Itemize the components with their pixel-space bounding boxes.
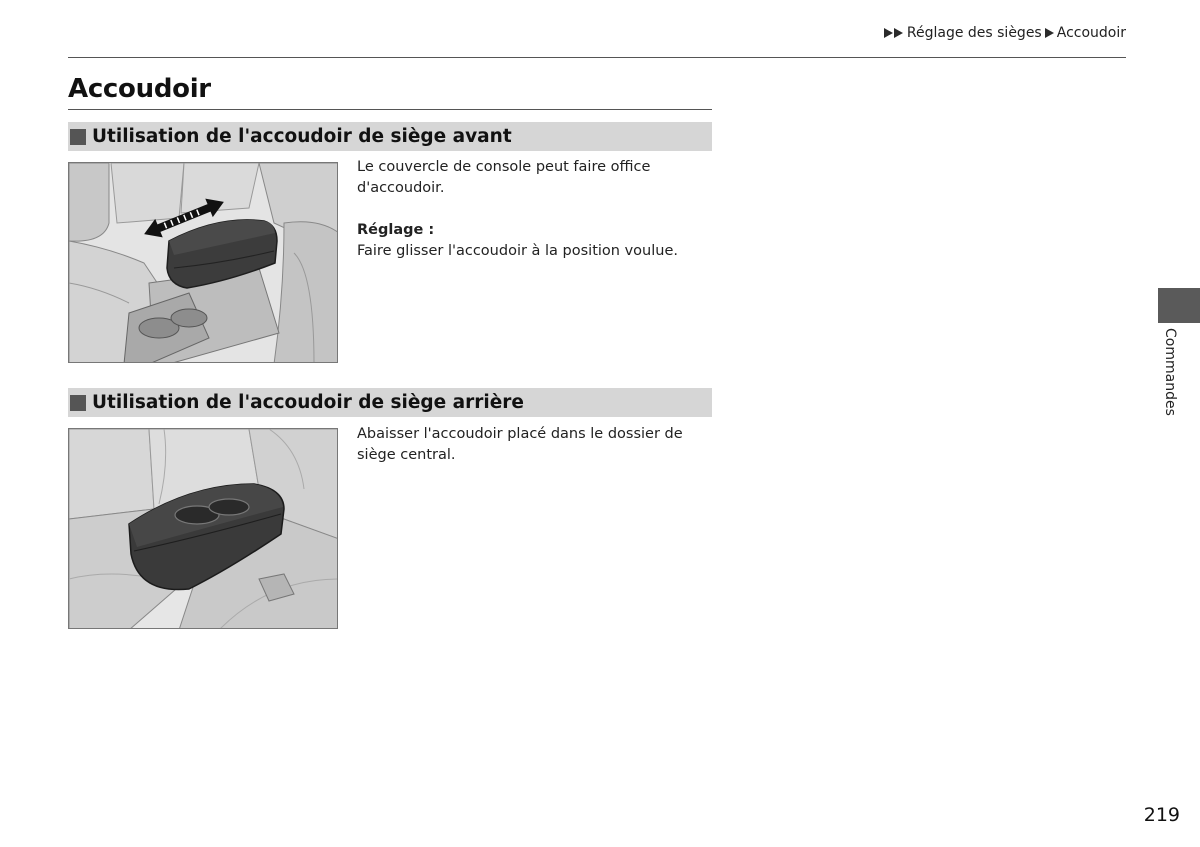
section-title: Utilisation de l'accoudoir de siège avant [92, 126, 512, 147]
description-paragraph: Le couvercle de console peut faire office d'accoudoir. [357, 159, 651, 196]
front-armrest-illustration [68, 162, 338, 363]
front-armrest-text [357, 157, 717, 262]
section-square-icon [70, 129, 86, 145]
arrow-icon [1045, 28, 1054, 38]
description-paragraph: Abaisser l'accoudoir placé dans le dossier de siège central. [357, 426, 683, 463]
side-tab-marker [1158, 288, 1200, 323]
section-title: Utilisation de l'accoudoir de siège arrière [92, 392, 524, 413]
page-title: Accoudoir [68, 74, 211, 104]
breadcrumb-item-seat-adjustment[interactable]: Réglage des sièges [906, 25, 1042, 41]
rear-armrest-illustration [68, 428, 338, 629]
section-heading-rear-armrest [68, 388, 712, 417]
section-heading-front-armrest [68, 122, 712, 151]
double-arrow-icon [884, 28, 904, 38]
title-rule [68, 109, 712, 110]
breadcrumb-item-armrest[interactable]: Accoudoir [1056, 25, 1126, 41]
breadcrumb [884, 25, 1126, 41]
side-tab-label [1158, 328, 1180, 428]
side-tab-text: Commandes [1162, 328, 1178, 416]
adjustment-paragraph: Faire glisser l'accoudoir à la position voulue. [357, 243, 678, 259]
section-square-icon [70, 395, 86, 411]
rear-armrest-text [357, 424, 717, 466]
page-number: 219 [1143, 804, 1180, 826]
header-rule [68, 57, 1126, 58]
adjustment-label: Réglage : [357, 222, 435, 238]
